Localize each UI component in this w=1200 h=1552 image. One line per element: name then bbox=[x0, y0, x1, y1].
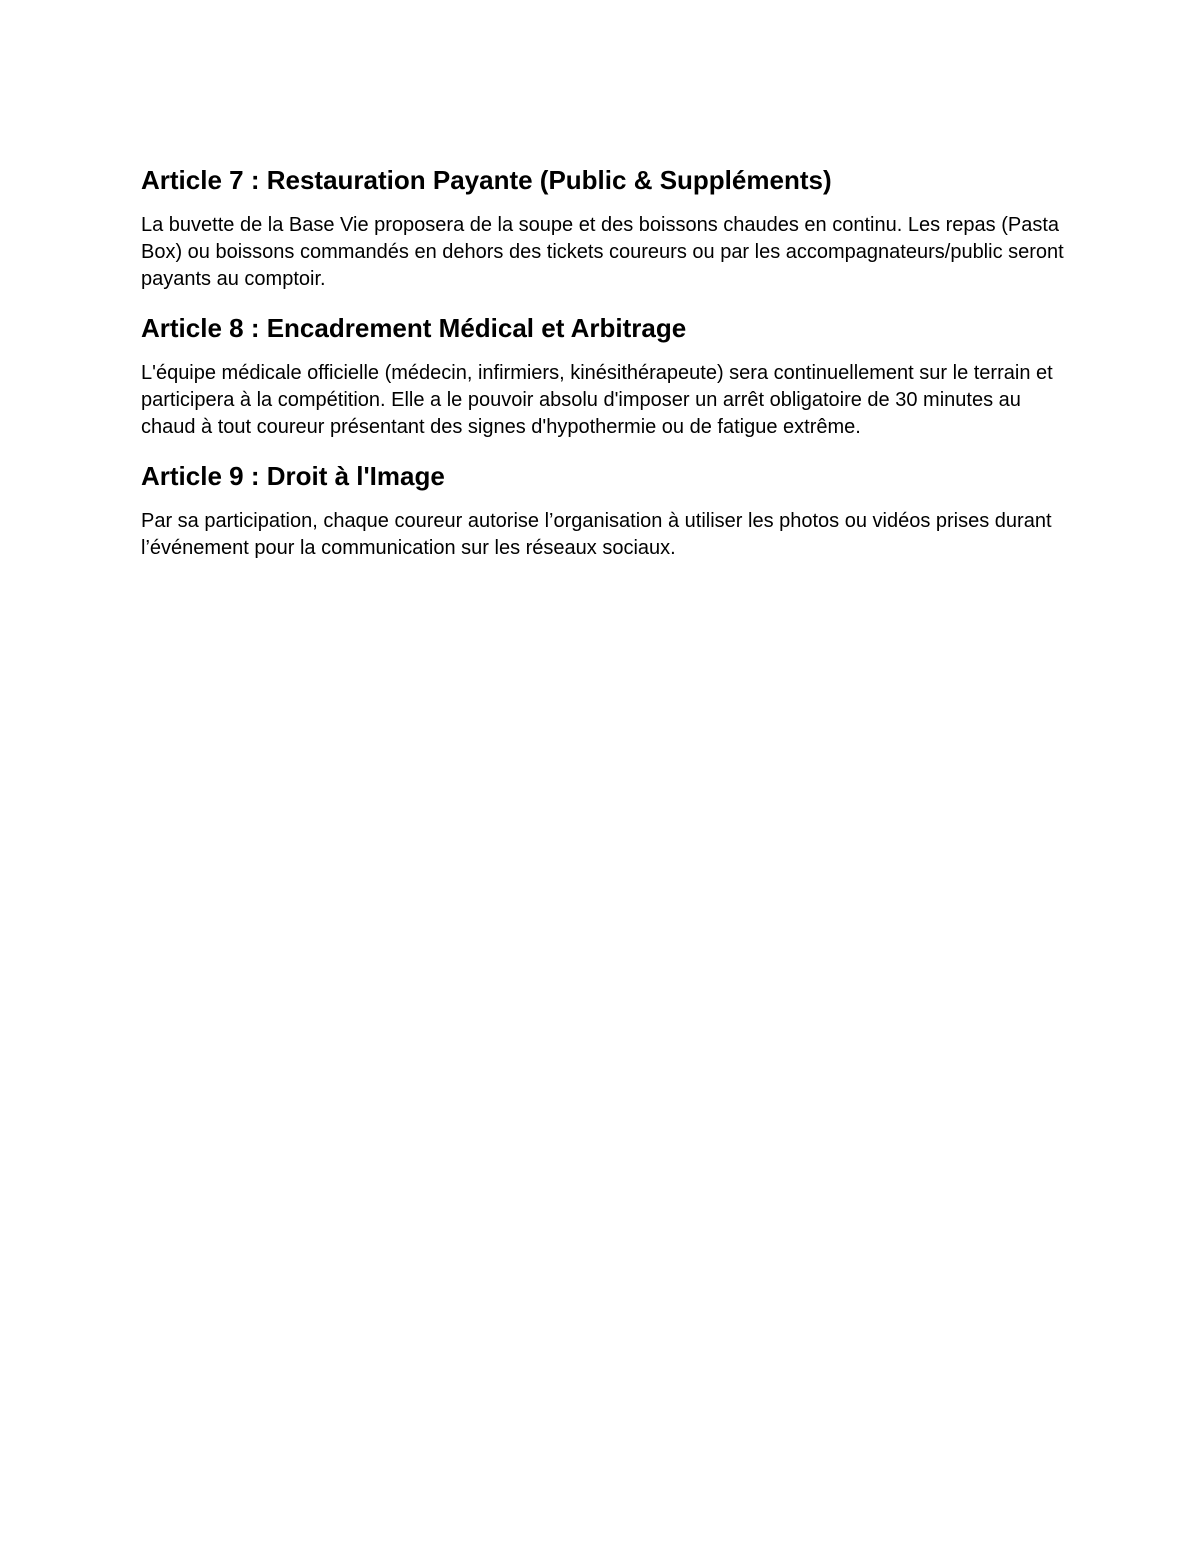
article-7 bbox=[141, 163, 1071, 293]
article-7-title: Article 7 : Restauration Payante (Public & Suppléments) bbox=[141, 165, 832, 195]
article-8-title: Article 8 : Encadrement Médical et Arbitrage bbox=[141, 313, 687, 343]
article-9-body: Par sa participation, chaque coureur autorise l’organisation à utiliser les photos ou vidéos prises durant l’événement pour la communication sur les réseaux sociaux. bbox=[141, 510, 1052, 559]
article-9-title: Article 9 : Droit à l'Image bbox=[141, 461, 445, 491]
document-page bbox=[141, 163, 1071, 580]
article-8-body: L'équipe médicale officielle (médecin, infirmiers, kinésithérapeute) sera continuellement sur le terrain et participera à la compétition. Elle a le pouvoir absolu d'imposer un arrêt obligatoire de 30 minutes au chaud à tout coureur présentant des signes d'hypothermie ou de fatigue extrême. bbox=[141, 362, 1053, 438]
article-7-body: La buvette de la Base Vie proposera de la soupe et des boissons chaudes en continu. Les repas (Pasta Box) ou boissons commandés en dehors des tickets coureurs ou par les accompagnateurs/public seront payants au comptoir. bbox=[141, 214, 1064, 290]
article-9 bbox=[141, 459, 1071, 562]
article-8 bbox=[141, 311, 1071, 441]
